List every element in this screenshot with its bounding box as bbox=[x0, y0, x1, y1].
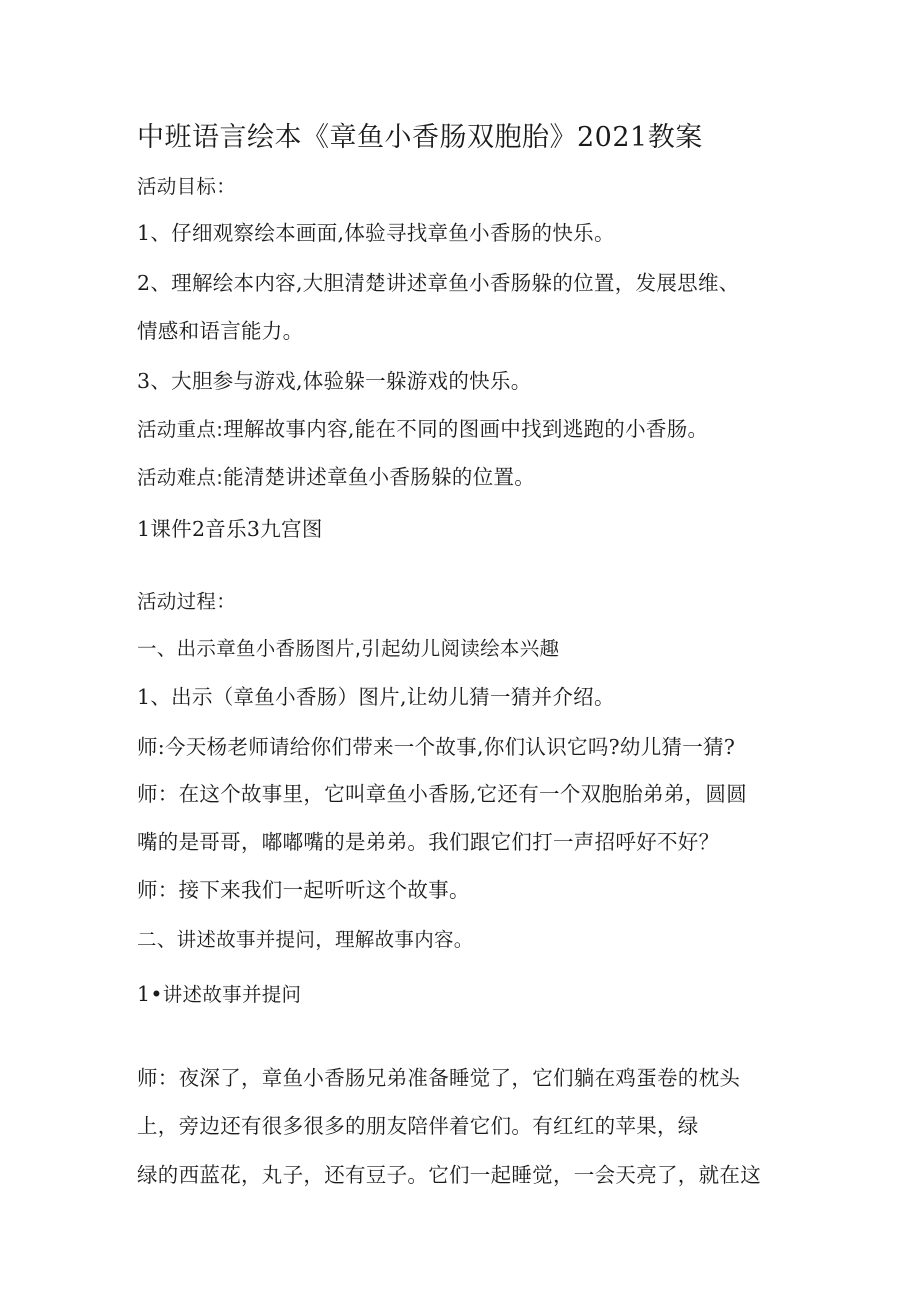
difficulty-text: 能清楚讲述章鱼小香肠躲的位置。 bbox=[223, 465, 536, 489]
objective-2-line-2: 情感和语言能力。 bbox=[137, 319, 304, 343]
document-title: 中班语言绘本《章鱼小香肠双胞胎》2021教案 bbox=[137, 122, 703, 153]
key-point-text: 理解故事内容,能在不同的图画中找到逃跑的小香肠。 bbox=[223, 417, 709, 441]
teacher-line-3: 师：接下来我们一起听听这个故事。 bbox=[137, 878, 470, 902]
objective-3: 3、大胆参与游戏,体验躲一躲游戏的快乐。 bbox=[137, 369, 532, 393]
section-2-heading: 二、讲述故事并提问，理解故事内容。 bbox=[137, 928, 474, 951]
key-point bbox=[137, 414, 708, 445]
story-line-1: 师：夜深了，章鱼小香肠兄弟准备睡觉了，它们躺在鸡蛋卷的枕头 bbox=[137, 1066, 741, 1090]
objectives-heading: 活动目标： bbox=[137, 175, 237, 198]
materials-line: 1课件2音乐3九宫图 bbox=[137, 517, 323, 541]
section-2-item-1 bbox=[137, 979, 301, 1010]
teacher-line-2b: 嘴的是哥哥，嘟嘟嘴的是弟弟。我们跟它们打一声招呼好不好？ bbox=[137, 830, 720, 854]
objective-1: 1、仔细观察绘本画面,体验寻找章鱼小香肠的快乐。 bbox=[137, 221, 615, 245]
objective-2-line-1: 2、理解绘本内容,大胆清楚讲述章鱼小香肠躲的位置，发展思维、 bbox=[137, 271, 740, 295]
process-heading: 活动过程： bbox=[137, 590, 237, 613]
difficulty-label: 活动难点: bbox=[137, 466, 224, 489]
difficulty-point bbox=[137, 462, 535, 493]
section-1-item-1: 1、出示（章鱼小香肠）图片,让幼儿猜一猜并介绍。 bbox=[137, 685, 615, 709]
teacher-line-2a: 师：在这个故事里，它叫章鱼小香肠,它还有一个双胞胎弟弟，圆圆 bbox=[137, 782, 748, 806]
section-1-heading: 一、出示章鱼小香肠图片,引起幼儿阅读绘本兴趣 bbox=[137, 637, 560, 660]
section-2-item-1-number: 1• bbox=[137, 982, 163, 1006]
story-line-2: 上，旁边还有很多很多的朋友陪伴着它们。有红红的苹果，绿 bbox=[137, 1114, 699, 1138]
section-2-item-1-text: 讲述故事并提问 bbox=[162, 983, 302, 1006]
story-line-3: 绿的西蓝花，丸子，还有豆子。它们一起睡觉，一会天亮了，就在这 bbox=[137, 1163, 761, 1187]
teacher-line-1: 师:今天杨老师请给你们带来一个故事,你们认识它吗?幼儿猜一猜? bbox=[137, 735, 736, 759]
key-point-label: 活动重点: bbox=[137, 418, 224, 441]
